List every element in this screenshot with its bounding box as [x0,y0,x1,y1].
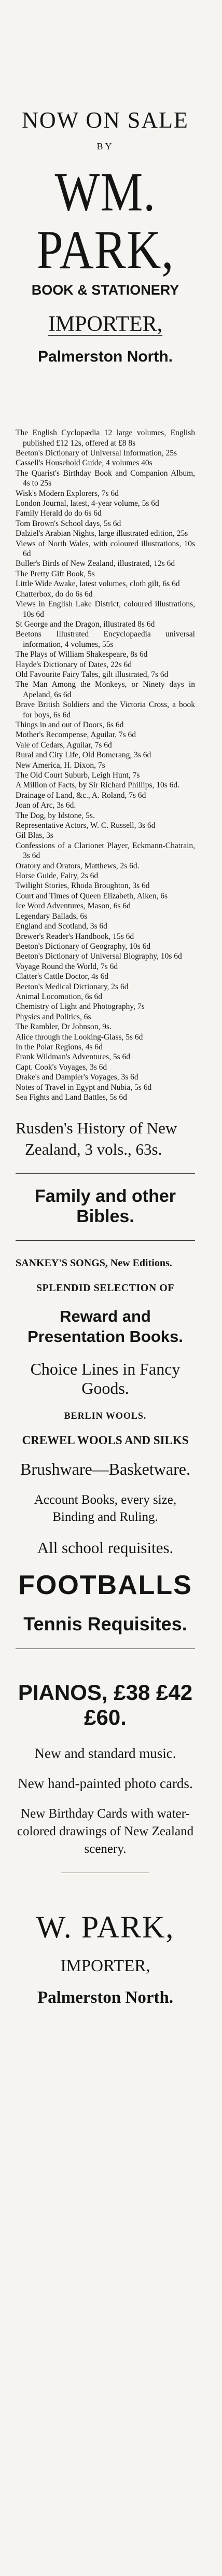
reward-books-heading: Reward and Presentation Books. [27,1307,183,1346]
catalog-item: Rural and City Life, Old Bomerang, 3s 6d [16,751,151,760]
catalog-item: Mother's Recompense, Aguilar, 7s 6d [16,730,136,740]
family-bibles-heading: Family and other Bibles. [34,1186,176,1226]
fancy-goods-line: Choice Lines in Fancy Goods. [30,1359,181,1397]
splendid-selection-line: SPLENDID SELECTION OF [36,1282,175,1294]
catalog-item: Vale of Cedars, Aguilar, 7s 6d [16,740,112,750]
catalog-item: The Pretty Gift Book, 5s [16,569,95,578]
divider [16,1240,195,1241]
berlin-wools-line: BERLIN WOOLS. [64,1410,147,1421]
catalog-item: Beeton's Dictionary of Universal Biography, 10s 6d [16,952,182,961]
catalog-item: Hayde's Dictionary of Dates, 22s 6d [16,660,132,669]
catalog-item: Confessions of a Clarionet Player, Eckmann-Chatrain, 3s 6d [16,841,195,861]
music-line: New and standard music. [34,1746,176,1761]
catalog-item: Old Favourite Fairy Tales, gilt illustrated, 7s 6d [16,670,169,679]
catalog-item: Cassell's Household Guide, 4 volumes 40s [16,459,152,468]
rusden-history-notice: Rusden's History of New Zealand, 3 vols., 63s. [16,1119,177,1158]
catalog-item: Beeton's Dictionary of Universal Information, 25s [16,449,177,458]
catalog-item: The Quarist's Birthday Book and Companion Album, 4s to 25s [16,468,195,488]
school-requisites-line: All school requisites. [37,1539,174,1557]
catalog-item: Chemistry of Light and Photography, 7s [16,1002,145,1012]
pianos-price-line: PIANOS, £38 £42 £60. [18,1680,193,1729]
catalog-item: Clatter's Cattle Doctor, 4s 6d [16,972,109,981]
footer-importer: IMPORTER, [60,1956,150,1975]
catalog-item: Horse Guide, Fairy, 2s 6d [16,871,99,881]
by-line: BY [96,141,114,151]
catalog-item: Buller's Birds of New Zealand, illustrated, 12s 6d [16,559,175,569]
catalog-item: Brewer's Reader's Handbook, 15s 6d [16,932,134,941]
catalog-item: The Rambler, Dr Johnson, 9s. [16,1022,112,1032]
catalog-item: Capt. Cook's Voyages, 3s 6d [16,1062,107,1072]
brushware-line: Brushware—Basketware. [20,1459,190,1478]
tennis-requisites-heading: Tennis Requisites. [23,1613,187,1635]
catalog-item: The Dog, by Idstone, 5s. [16,811,95,820]
catalog-item: Things in and out of Doors, 6s 6d [16,720,124,729]
now-on-sale-heading: NOW ON SALE [22,107,189,133]
catalog-item: A Million of Facts, by Sir Richard Phillips, 10s 6d. [16,781,180,790]
footer-town: Palmerston North. [37,1988,174,2007]
catalog-item: Frank Wildman's Adventures, 5s 6d [16,1052,131,1062]
crewel-wools-line: CREWEL WOOLS AND SILKS [22,1433,189,1447]
catalog-item: Tom Brown's School days, 5s 6d [16,519,121,528]
catalog-item: Drake's and Dampier's Voyages, 3s 6d [16,1073,138,1082]
catalog-item: Animal Locomotion, 6s 6d [16,992,103,1001]
sankey-songs-line: SANKEY'S SONGS, New Editions. [16,1257,172,1269]
catalog-item: Alice through the Looking-Glass, 5s 6d [16,1032,143,1042]
account-books-line: Account Books, every size, Binding and Ruling. [34,1492,177,1525]
catalog-item: St George and the Dragon, illustrated 8s 6d [16,619,155,629]
catalog-item: In the Polar Regions, 4s 6d [16,1042,103,1051]
footer-merchant-name: W. PARK, [36,1909,175,1944]
birthday-cards-line: New Birthday Cards with water-colored drawings of New Zealand scenery. [17,1807,194,1856]
catalog-item: Court and Times of Queen Elizabeth, Aiken, 6s [16,891,168,901]
catalog-item: Ice Word Adventures, Mason, 6s 6d [16,902,131,911]
catalog-item: Legendary Ballads, 6s [16,911,88,921]
catalog-item: Notes of Travel in Egypt and Nubia, 5s 6d [16,1083,152,1092]
catalog-item: England and Scotland, 3s 6d [16,922,107,931]
catalog-item: Views in English Lake District, coloured illustrations, 10s 6d [16,600,195,619]
catalog-item: Twilight Stories, Rhoda Broughton, 3s 6d [16,881,150,891]
divider [16,1173,195,1174]
catalog-item: Beetons Illustrated Encyclopaedia universal information, 4 volumes, 55s [16,630,195,649]
book-catalog-list [16,428,195,1102]
catalog-item: Joan of Arc, 3s 6d. [16,801,76,810]
catalog-item: Gil Blas, 3s [16,831,53,840]
catalog-item: Beeton's Medical Dictionary, 2s 6d [16,982,129,991]
catalog-item: The Man Among the Monkeys, or Ninety days in Apeland, 6s 6d [16,680,195,699]
catalog-item: Chatterbox, do do 6s 6d [16,589,93,599]
merchant-name: WM. PARK, [36,161,174,280]
catalog-item: Drainage of Land, &c., A. Roland, 7s 6d [16,791,146,800]
catalog-item: Voyage Round the World, 7s 6d [16,962,118,971]
catalog-item: New America, H. Dixon, 7s [16,760,105,770]
catalog-item: Oratory and Orators, Matthews, 2s 6d. [16,861,140,870]
photo-cards-line: New hand-painted photo cards. [18,1776,193,1791]
footballs-heading: FOOTBALLS [18,1570,192,1600]
importer-title: IMPORTER, [48,312,163,337]
catalog-item: London Journal, latest, 4-year volume, 5s 6d [16,499,159,508]
catalog-item: Representative Actors, W. C. Russell, 3s 6d [16,821,156,830]
town-title: Palmerston North. [37,348,173,366]
catalog-item: Family Herald do do 6s 6d [16,509,102,518]
catalog-item: Wisk's Modern Explorers, 7s 6d [16,489,119,498]
catalog-item: Beeton's Dictionary of Geography, 10s 6d [16,941,151,951]
catalog-item: The English Cyclopædia 12 large volumes, English published £12 12s, offered at £8 8s [16,428,195,448]
catalog-item: The Plays of William Shakespeare, 8s 6d [16,650,148,659]
catalog-item: The Old Court Suburb, Leigh Hunt, 7s [16,771,140,780]
catalog-item: Views of North Wales, with coloured illustrations, 10s 6d [16,539,195,559]
catalog-item: Sea Fights and Land Battles, 5s 6d [16,1093,127,1102]
advertisement-page [0,109,222,2576]
trade-title: BOOK & STATIONERY [31,282,179,298]
catalog-item: Brave British Soldiers and the Victoria Cross, a book for boys, 6s 6d [16,700,195,719]
catalog-item: Dalziel's Arabian Nights, large illustrated edition, 25s [16,529,188,538]
catalog-item: Little Wide Awake, latest volumes, cloth gilt, 6s 6d [16,579,180,589]
catalog-item: Physics and Politics, 6s [16,1012,91,1021]
